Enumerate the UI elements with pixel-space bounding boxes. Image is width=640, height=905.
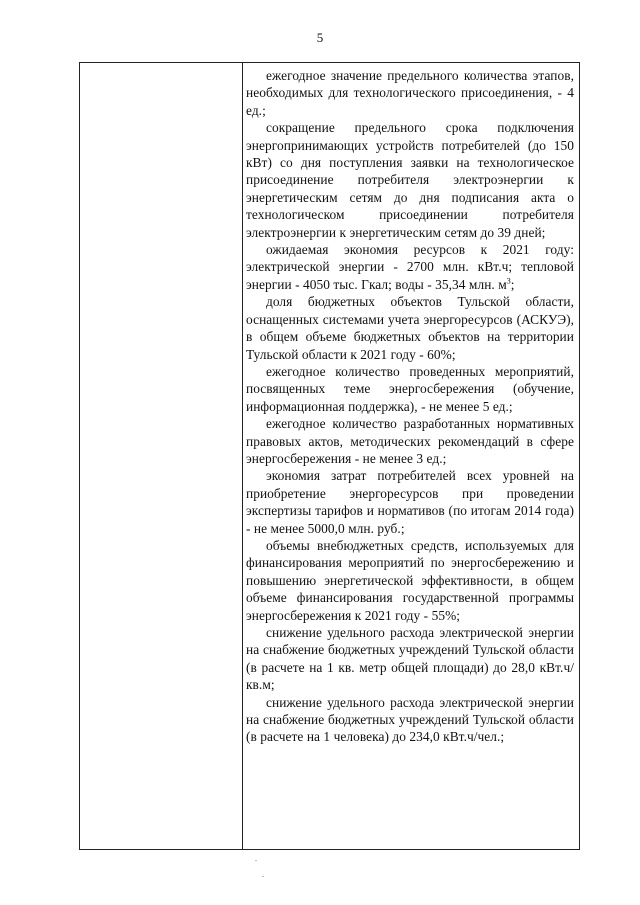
- indicator-paragraph-legal-acts: ежегодное количество разработанных нормативных правовых актов, методических рекомендаций в сфере энергосбережения - не менее 3 ед.;: [246, 416, 574, 466]
- indicator-resource-savings-text: ожидаемая экономия ресурсов к 2021 году: электрической энергии - 2700 млн. кВт.ч; тепловой энергии - 4050 тыс. Гкал; воды - 35,34 млн. м: [246, 242, 574, 292]
- indicator-paragraph-stage-count: ежегодное значение предельного количества этапов, необходимых для технологического присоединения, - 4 ед.;: [246, 68, 574, 118]
- indicator-paragraph-cost-savings: экономия затрат потребителей всех уровней на приобретение энергоресурсов при проведении экспертизы тарифов и нормативов (по итогам 2014 года) - не менее 5000,0 млн. руб.;: [246, 468, 574, 536]
- table-left-cell: [80, 63, 242, 849]
- page-number: 5: [316, 30, 324, 45]
- indicator-paragraph-connection-term: сокращение предельного срока подключения энергопринимающих устройств потребителей (до 150 кВт) со дня поступления заявки на технологическое присоединение потребителя электроэнергии к энергетическим сетям до дня подписания акта о технологическом присоединении потребителя электроэнергии к энергетическим сетям до 39 дней;: [246, 120, 574, 240]
- indicator-resource-savings-suffix: ;: [510, 276, 515, 292]
- scan-speck: [255, 860, 257, 861]
- indicator-paragraph-extrabudgetary: объемы внебюджетных средств, используемых для финансирования мероприятий по энергосбережению и повышению энергетической эффективности, в общем объеме финансирования государственной программы энергосбережения к 2021 году - 55%;: [246, 537, 574, 623]
- column-divider: [242, 63, 243, 849]
- indicator-paragraph-consumption-per-person: снижение удельного расхода электрической энергии на снабжение бюджетных учреждений Тульской области (в расчете на 1 человека) до 234,0 кВт.ч/чел.;: [246, 694, 574, 745]
- indicator-paragraph-consumption-per-sqm: снижение удельного расхода электрической энергии на снабжение бюджетных учреждений Тульской области (в расчете на 1 кв. метр общей площади) до 28,0 кВт.ч/кв.м;: [246, 625, 574, 693]
- indicator-resource-savings-superscript: 3: [506, 276, 511, 286]
- table-right-cell: [246, 67, 574, 746]
- indicator-paragraph-events-count: ежегодное количество проведенных мероприятий, посвященных теме энергосбережения (обучение, информационная поддержка), - не менее 5 ед.;: [246, 363, 574, 414]
- content-table: [79, 62, 580, 850]
- indicator-paragraph-askue-share: доля бюджетных объектов Тульской области, оснащенных системами учета энергоресурсов (АСКУЭ), в общем объеме бюджетных объектов на территории Тульской области к 2021 году - 60%;: [246, 294, 574, 362]
- scan-speck: [262, 876, 264, 877]
- indicator-paragraph-resource-savings: [246, 241, 574, 293]
